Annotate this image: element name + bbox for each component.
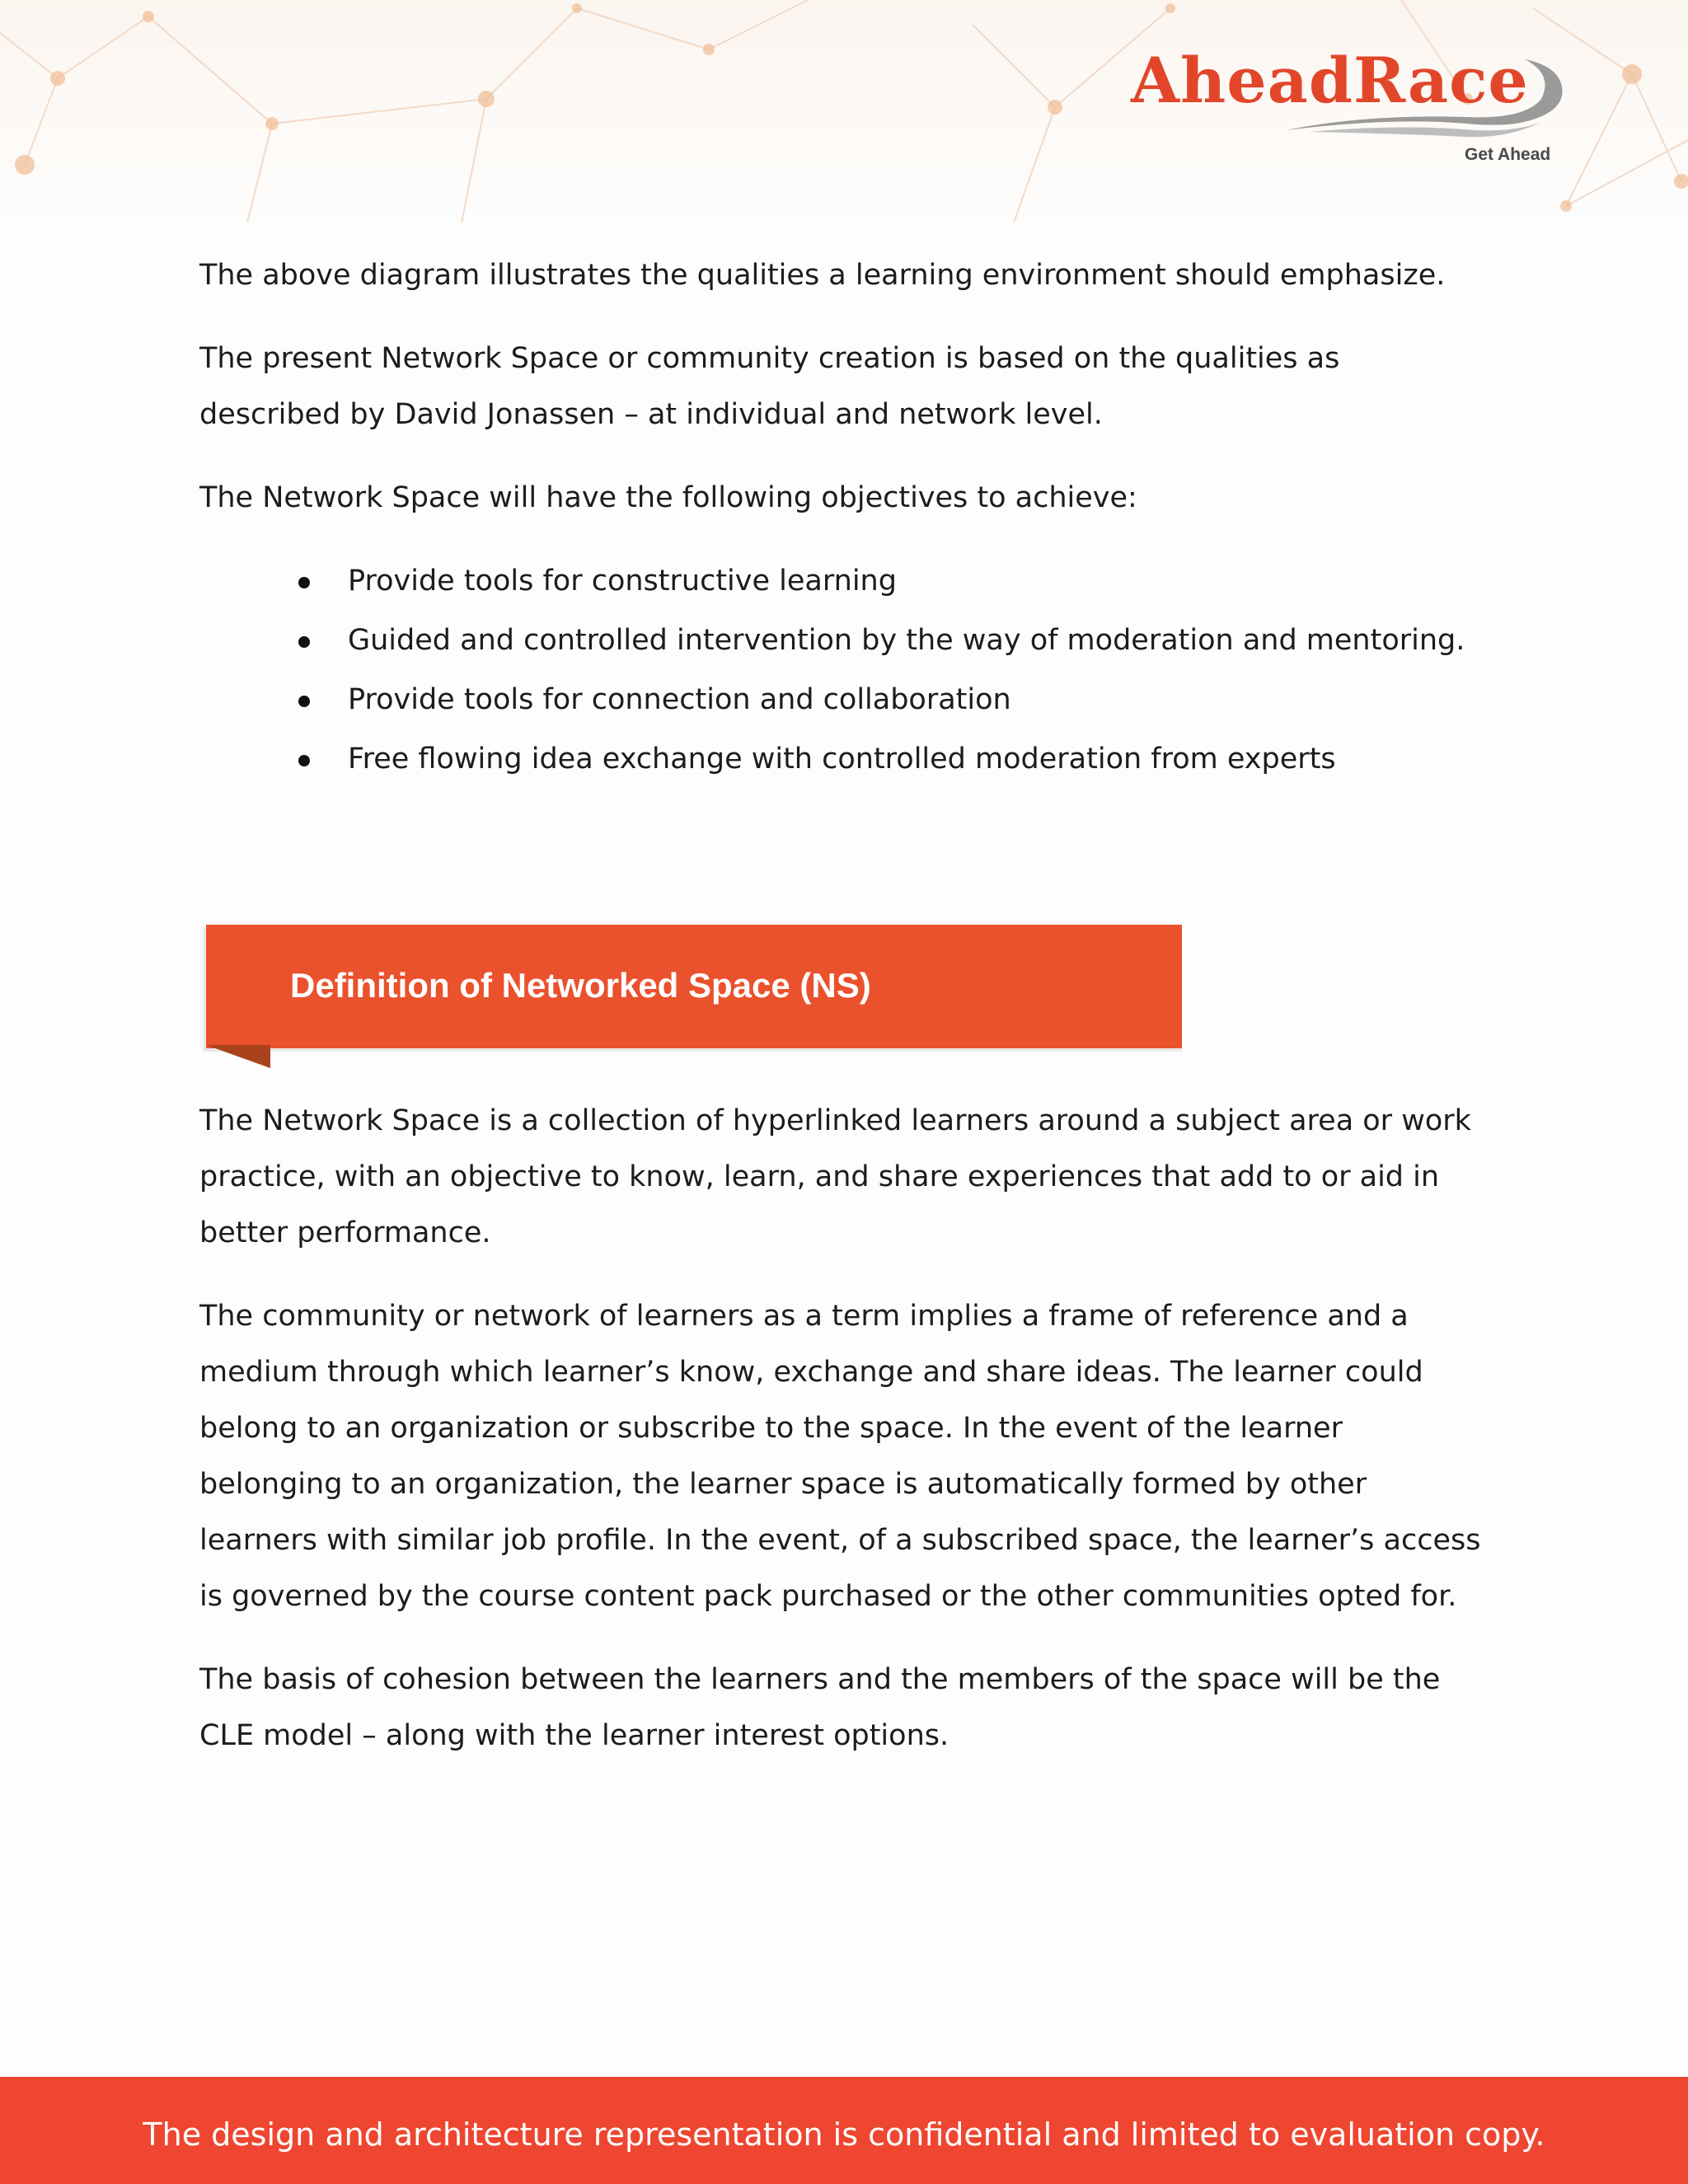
objectives-list [298, 553, 1485, 787]
list-item-text: Free flowing idea exchange with controlled moderation from experts [348, 743, 1336, 776]
footer-notice: The design and architecture representation is confidential and limited to evaluation copy. [143, 2116, 1545, 2153]
list-item [298, 672, 1485, 728]
paragraph: The above diagram illustrates the qualities a learning environment should emphasize. [199, 259, 1446, 292]
paragraph: The present Network Space or community creation is based on the qualities as described by David Jonassen – at individual and network level. [199, 342, 1340, 431]
definition-section [199, 1093, 1485, 1791]
paragraph: The Network Space is a collection of hyperlinked learners around a subject area or work practice, with an objective to know, learn, and share experiences that add to or aid in better performance. [199, 1104, 1471, 1249]
bullet-icon [298, 636, 310, 648]
intro-section [199, 247, 1485, 790]
logo-tagline: Get Ahead [1465, 145, 1551, 164]
list-item-text: Provide tools for constructive learning [348, 565, 897, 598]
list-item [298, 612, 1485, 668]
bullet-icon [298, 755, 310, 766]
list-item [298, 731, 1485, 787]
list-item [298, 553, 1485, 609]
bullet-icon [298, 577, 310, 588]
logo-name: AheadRace [1131, 44, 1529, 117]
aheadrace-logo [1121, 41, 1582, 173]
bullet-icon [298, 696, 310, 707]
paragraph: The community or network of learners as a term implies a frame of reference and a medium through which learner’s know, exchange and share ideas. The learner could belong to an organization or subscribe to the space. In the event of the learner belonging to an organization, the learner space is automatically formed by other learners with similar job profile. In the event, of a subscribed space, the learner’s access is governed by the course content pack purchased or the other communities opted for. [199, 1300, 1481, 1613]
list-item-text: Provide tools for connection and collaboration [348, 683, 1011, 716]
paragraph: The Network Space will have the following objectives to achieve: [199, 481, 1137, 514]
list-item-text: Guided and controlled intervention by the way of moderation and mentoring. [348, 624, 1465, 657]
section-title: Definition of Networked Space (NS) [290, 966, 871, 1005]
paragraph: The basis of cohesion between the learners and the members of the space will be the CLE model – along with the learner interest options. [199, 1663, 1441, 1752]
banner-fold-icon [206, 1045, 272, 1070]
